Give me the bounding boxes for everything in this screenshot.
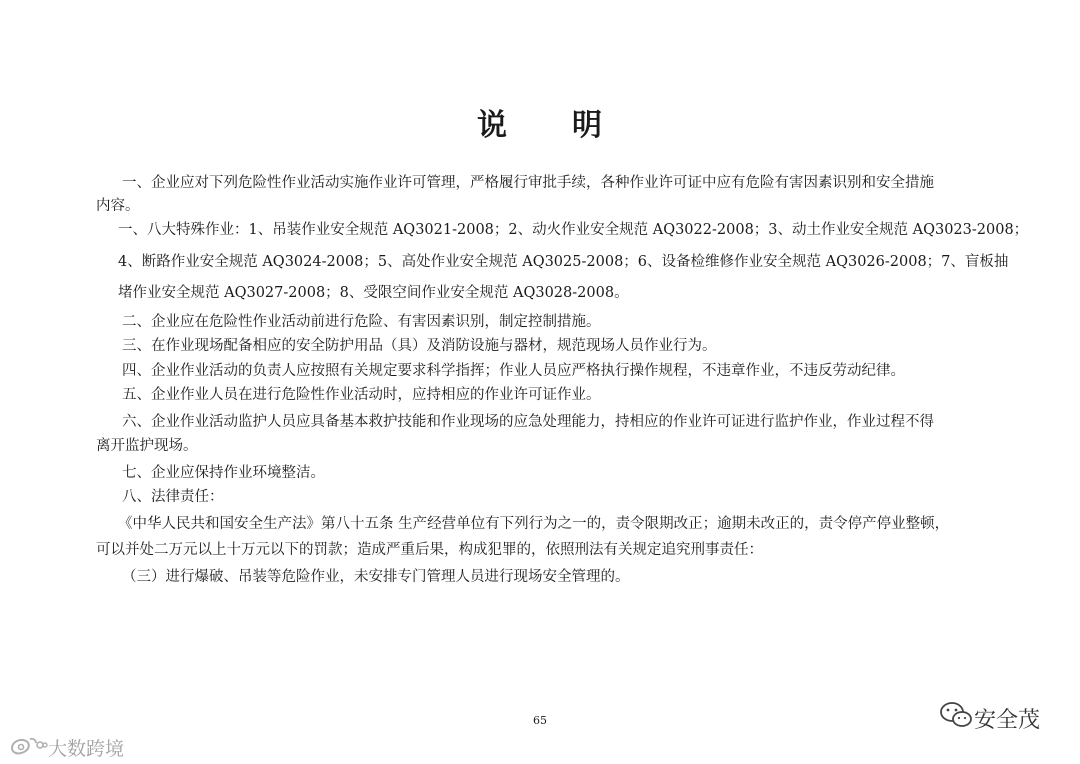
paragraph-line: 六、企业作业活动监护人员应具备基本救护技能和作业现场的应急处理能力，持相应的作业许可证进行监护作业，作业过程不得 [122, 414, 934, 430]
paragraph-line: 离开监护现场。 [96, 438, 198, 454]
paragraph-line: 4、断路作业安全规范 AQ3024-2008；5、高处作业安全规范 AQ3025-2008；6、设备检维修作业安全规范 AQ3026-2008；7、盲板抽 [118, 254, 1009, 270]
title-char-2: 明 [572, 108, 603, 143]
weibo-icon [8, 734, 48, 761]
title-char-1: 说 [477, 108, 508, 143]
paragraph-line: 四、企业作业活动的负责人应按照有关规定要求科学指挥；作业人员应严格执行操作规程，不违章作业，不违反劳动纪律。 [122, 363, 905, 379]
watermark-right-text: 安全茂 [973, 707, 1040, 733]
paragraph-line: 一、八大特殊作业：1、吊装作业安全规范 AQ3021-2008；2、动火作业安全规范 AQ3022-2008；3、动土作业安全规范 AQ3023-2008； [118, 222, 1029, 238]
paragraph-line: 堵作业安全规范 AQ3027-2008；8、受限空间作业安全规范 AQ3028-2008。 [118, 285, 629, 301]
page-number: 65 [533, 714, 547, 727]
watermark-left [8, 734, 124, 761]
paragraph-line: 五、企业作业人员在进行危险性作业活动时，应持相应的作业许可证作业。 [122, 387, 601, 403]
paragraph-line: 可以并处二万元以上十万元以下的罚款；造成严重后果，构成犯罪的，依照刑法有关规定追究刑事责任： [96, 542, 763, 558]
watermark-left-text: 大数跨境 [48, 738, 125, 760]
paragraph-line: 二、企业应在危险性作业活动前进行危险、有害因素识别，制定控制措施。 [122, 314, 601, 330]
paragraph-line: 八、法律责任： [122, 489, 224, 505]
paragraph-line: 一、企业应对下列危险性作业活动实施作业许可管理，严格履行审批手续，各种作业许可证中应有危险有害因素识别和安全措施 [122, 175, 934, 191]
paragraph-line: 三、在作业现场配备相应的安全防护用品（具）及消防设施与器材，规范现场人员作业行为。 [122, 338, 717, 354]
page-title [0, 100, 1080, 144]
wechat-icon [938, 700, 974, 736]
paragraph-line: 《中华人民共和国安全生产法》第八十五条 生产经营单位有下列行为之一的，责令限期改正；逾期未改正的，责令停产停业整顿， [118, 516, 950, 532]
paragraph-line: （三）进行爆破、吊装等危险作业，未安排专门管理人员进行现场安全管理的。 [122, 569, 630, 585]
watermark-right [938, 700, 1040, 736]
paragraph-line: 七、企业应保持作业环境整洁。 [122, 465, 325, 481]
paragraph-line: 内容。 [96, 198, 140, 214]
